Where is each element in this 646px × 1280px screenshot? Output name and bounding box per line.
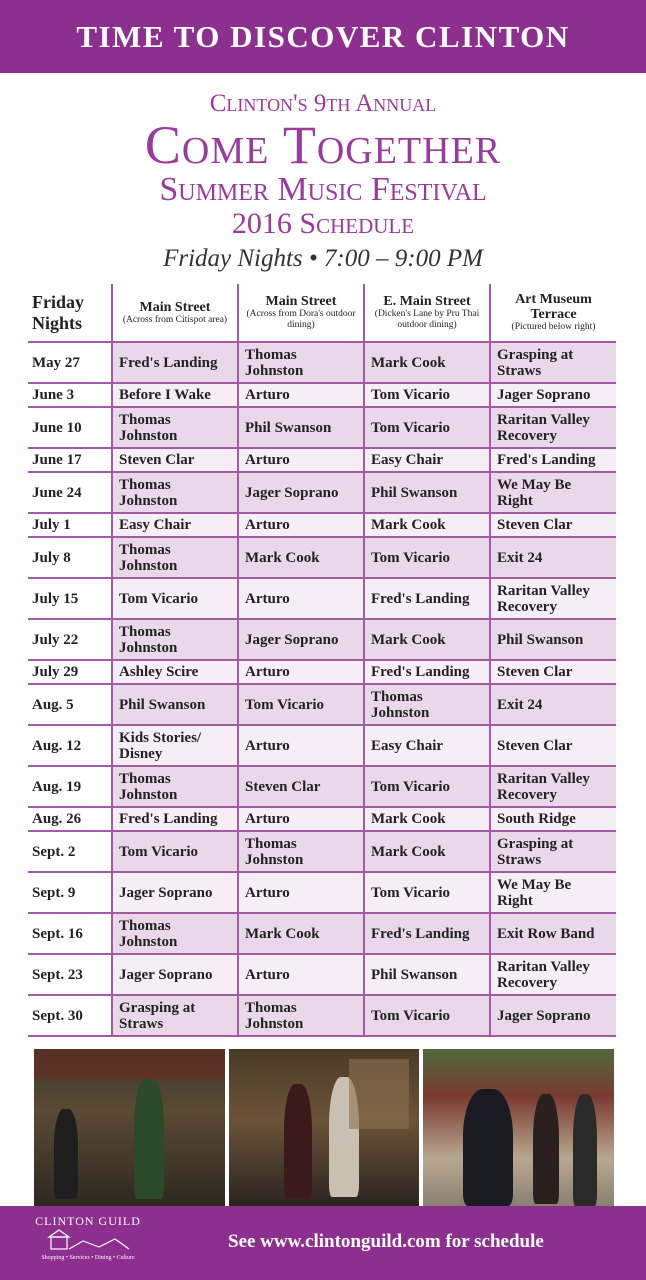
row-date: June 17 bbox=[28, 448, 112, 472]
performer-cell: Tom Vicario bbox=[364, 407, 490, 448]
annual-label: Clinton's 9th Annual bbox=[209, 90, 437, 117]
table-row bbox=[28, 807, 616, 831]
row-date: July 1 bbox=[28, 513, 112, 537]
performer-cell: Arturo bbox=[238, 807, 364, 831]
performer-cell: Exit 24 bbox=[490, 537, 616, 578]
performer-cell: Easy Chair bbox=[112, 513, 238, 537]
col-sub: (Across from Dora's outdoor dining) bbox=[246, 309, 356, 330]
website-note: See www.clintonguild.com for schedule bbox=[228, 1231, 544, 1252]
performer-cell: Tom Vicario bbox=[238, 684, 364, 725]
header-col-4 bbox=[490, 284, 616, 342]
performer-cell: Mark Cook bbox=[238, 537, 364, 578]
row-date: July 8 bbox=[28, 537, 112, 578]
performer-cell: Arturo bbox=[238, 872, 364, 913]
performer-cell: Jager Soprano bbox=[490, 383, 616, 407]
row-date: Aug. 12 bbox=[28, 725, 112, 766]
performer-cell: Thomas Johnston bbox=[238, 995, 364, 1036]
performer-cell: Fred's Landing bbox=[112, 807, 238, 831]
banner-title: TIME TO DISCOVER CLINTON bbox=[76, 18, 570, 54]
festival-title bbox=[0, 90, 646, 276]
performer-cell: Thomas Johnston bbox=[112, 537, 238, 578]
row-date: June 10 bbox=[28, 407, 112, 448]
performer-cell: Arturo bbox=[238, 578, 364, 619]
performer-cell: Arturo bbox=[238, 513, 364, 537]
col-sub: (Pictured below right) bbox=[511, 322, 596, 332]
festival-name: Come Together bbox=[144, 115, 502, 175]
header-col-3 bbox=[364, 284, 490, 342]
performer-cell: Tom Vicario bbox=[364, 872, 490, 913]
performer-cell: Exit Row Band bbox=[490, 913, 616, 954]
performer-cell: Mark Cook bbox=[364, 807, 490, 831]
clinton-guild-logo bbox=[28, 1214, 148, 1261]
table-row bbox=[28, 619, 616, 660]
row-date: Sept. 16 bbox=[28, 913, 112, 954]
table-row bbox=[28, 383, 616, 407]
table-row bbox=[28, 684, 616, 725]
performer-cell: Grasping at Straws bbox=[112, 995, 238, 1036]
performer-cell: Steven Clar bbox=[490, 660, 616, 684]
performer-cell: Phil Swanson bbox=[364, 954, 490, 995]
table-row bbox=[28, 472, 616, 513]
table-row bbox=[28, 725, 616, 766]
performer-cell: Grasping at Straws bbox=[490, 831, 616, 872]
performer-cell: We May Be Right bbox=[490, 472, 616, 513]
guild-tagline: Shopping • Services • Dining • Culture bbox=[41, 1255, 135, 1261]
performer-cell: Fred's Landing bbox=[364, 913, 490, 954]
table-header-row bbox=[28, 284, 616, 342]
performer-cell: Steven Clar bbox=[112, 448, 238, 472]
performer-cell: Raritan Valley Recovery bbox=[490, 578, 616, 619]
row-date: July 22 bbox=[28, 619, 112, 660]
performer-cell: Raritan Valley Recovery bbox=[490, 954, 616, 995]
performer-cell: Jager Soprano bbox=[112, 872, 238, 913]
col-name: Main Street bbox=[139, 299, 211, 315]
performer-cell: Jager Soprano bbox=[238, 619, 364, 660]
table-row bbox=[28, 578, 616, 619]
row-date: Aug. 26 bbox=[28, 807, 112, 831]
performer-cell: Phil Swanson bbox=[490, 619, 616, 660]
performer-cell: Fred's Landing bbox=[490, 448, 616, 472]
table-row bbox=[28, 448, 616, 472]
schedule-year: 2016 Schedule bbox=[231, 207, 415, 240]
performer-cell: Mark Cook bbox=[238, 913, 364, 954]
performer-cell: Tom Vicario bbox=[112, 578, 238, 619]
performer-cell: Exit 24 bbox=[490, 684, 616, 725]
guild-name: CLINTON GUILD bbox=[35, 1214, 141, 1228]
performer-cell: Steven Clar bbox=[490, 513, 616, 537]
col-name: Main Street bbox=[265, 294, 337, 309]
col-name: Art Museum Terrace bbox=[515, 292, 592, 322]
performer-cell: Jager Soprano bbox=[490, 995, 616, 1036]
row-date: June 24 bbox=[28, 472, 112, 513]
header-corner: Friday Nights bbox=[28, 284, 112, 342]
performer-cell: Jager Soprano bbox=[238, 472, 364, 513]
photo-strip bbox=[34, 1049, 614, 1206]
table-row bbox=[28, 913, 616, 954]
performer-cell: Phil Swanson bbox=[364, 472, 490, 513]
performer-cell: Tom Vicario bbox=[364, 383, 490, 407]
performer-cell: Steven Clar bbox=[490, 725, 616, 766]
performer-cell: Fred's Landing bbox=[364, 578, 490, 619]
performer-cell: Arturo bbox=[238, 954, 364, 995]
performer-cell: Raritan Valley Recovery bbox=[490, 407, 616, 448]
performer-cell: Thomas Johnston bbox=[112, 407, 238, 448]
table-row bbox=[28, 831, 616, 872]
festival-subtitle: Summer Music Festival bbox=[159, 171, 487, 208]
performer-cell: Ashley Scire bbox=[112, 660, 238, 684]
table-row bbox=[28, 954, 616, 995]
performer-cell: Tom Vicario bbox=[364, 537, 490, 578]
performer-cell: Phil Swanson bbox=[112, 684, 238, 725]
photo-museum-terrace bbox=[423, 1049, 614, 1206]
performer-cell: Arturo bbox=[238, 725, 364, 766]
schedule-body bbox=[28, 342, 616, 1036]
bottom-banner bbox=[0, 1206, 646, 1280]
schedule-times: Friday Nights • 7:00 – 9:00 PM bbox=[163, 245, 483, 272]
performer-cell: Easy Chair bbox=[364, 448, 490, 472]
row-date: Aug. 19 bbox=[28, 766, 112, 807]
col-name: E. Main Street bbox=[383, 294, 471, 309]
performer-cell: Fred's Landing bbox=[112, 342, 238, 383]
performer-cell: Thomas Johnston bbox=[364, 684, 490, 725]
row-date: July 15 bbox=[28, 578, 112, 619]
performer-cell: Thomas Johnston bbox=[112, 913, 238, 954]
performer-cell: Mark Cook bbox=[364, 831, 490, 872]
row-date: May 27 bbox=[28, 342, 112, 383]
row-date: Sept. 2 bbox=[28, 831, 112, 872]
performer-cell: Jager Soprano bbox=[112, 954, 238, 995]
table-row bbox=[28, 660, 616, 684]
table-row bbox=[28, 513, 616, 537]
performer-cell: Before I Wake bbox=[112, 383, 238, 407]
row-date: June 3 bbox=[28, 383, 112, 407]
performer-cell: Easy Chair bbox=[364, 725, 490, 766]
performer-cell: Mark Cook bbox=[364, 342, 490, 383]
performer-cell: Tom Vicario bbox=[112, 831, 238, 872]
performer-cell: Tom Vicario bbox=[364, 766, 490, 807]
performer-cell: Thomas Johnston bbox=[112, 472, 238, 513]
header-col-1 bbox=[112, 284, 238, 342]
performer-cell: Tom Vicario bbox=[364, 995, 490, 1036]
table-row bbox=[28, 407, 616, 448]
performer-cell: Thomas Johnston bbox=[112, 619, 238, 660]
photo-duo-performers bbox=[229, 1049, 420, 1206]
col-sub: (Across from Citispot area) bbox=[122, 314, 228, 325]
col-sub: (Dicken's Lane by Pru Thai outdoor dining) bbox=[374, 309, 480, 330]
performer-cell: Phil Swanson bbox=[238, 407, 364, 448]
performer-cell: South Ridge bbox=[490, 807, 616, 831]
performer-cell: Mark Cook bbox=[364, 513, 490, 537]
table-row bbox=[28, 872, 616, 913]
row-date: Aug. 5 bbox=[28, 684, 112, 725]
performer-cell: Fred's Landing bbox=[364, 660, 490, 684]
photo-street-performer bbox=[34, 1049, 225, 1206]
header-col-2 bbox=[238, 284, 364, 342]
performer-cell: Thomas Johnston bbox=[238, 831, 364, 872]
performer-cell: Raritan Valley Recovery bbox=[490, 766, 616, 807]
performer-cell: Grasping at Straws bbox=[490, 342, 616, 383]
row-date: Sept. 23 bbox=[28, 954, 112, 995]
performer-cell: Arturo bbox=[238, 383, 364, 407]
schedule-table bbox=[28, 284, 616, 1037]
performer-cell: Arturo bbox=[238, 660, 364, 684]
row-date: July 29 bbox=[28, 660, 112, 684]
performer-cell: Thomas Johnston bbox=[238, 342, 364, 383]
guild-mill-icon bbox=[43, 1229, 133, 1251]
row-date: Sept. 30 bbox=[28, 995, 112, 1036]
table-row bbox=[28, 766, 616, 807]
top-banner bbox=[0, 0, 646, 73]
table-row bbox=[28, 342, 616, 383]
table-row bbox=[28, 995, 616, 1036]
row-date: Sept. 9 bbox=[28, 872, 112, 913]
performer-cell: Thomas Johnston bbox=[112, 766, 238, 807]
performer-cell: Mark Cook bbox=[364, 619, 490, 660]
performer-cell: Arturo bbox=[238, 448, 364, 472]
performer-cell: Steven Clar bbox=[238, 766, 364, 807]
performer-cell: Kids Stories/ Disney bbox=[112, 725, 238, 766]
table-row bbox=[28, 537, 616, 578]
performer-cell: We May Be Right bbox=[490, 872, 616, 913]
